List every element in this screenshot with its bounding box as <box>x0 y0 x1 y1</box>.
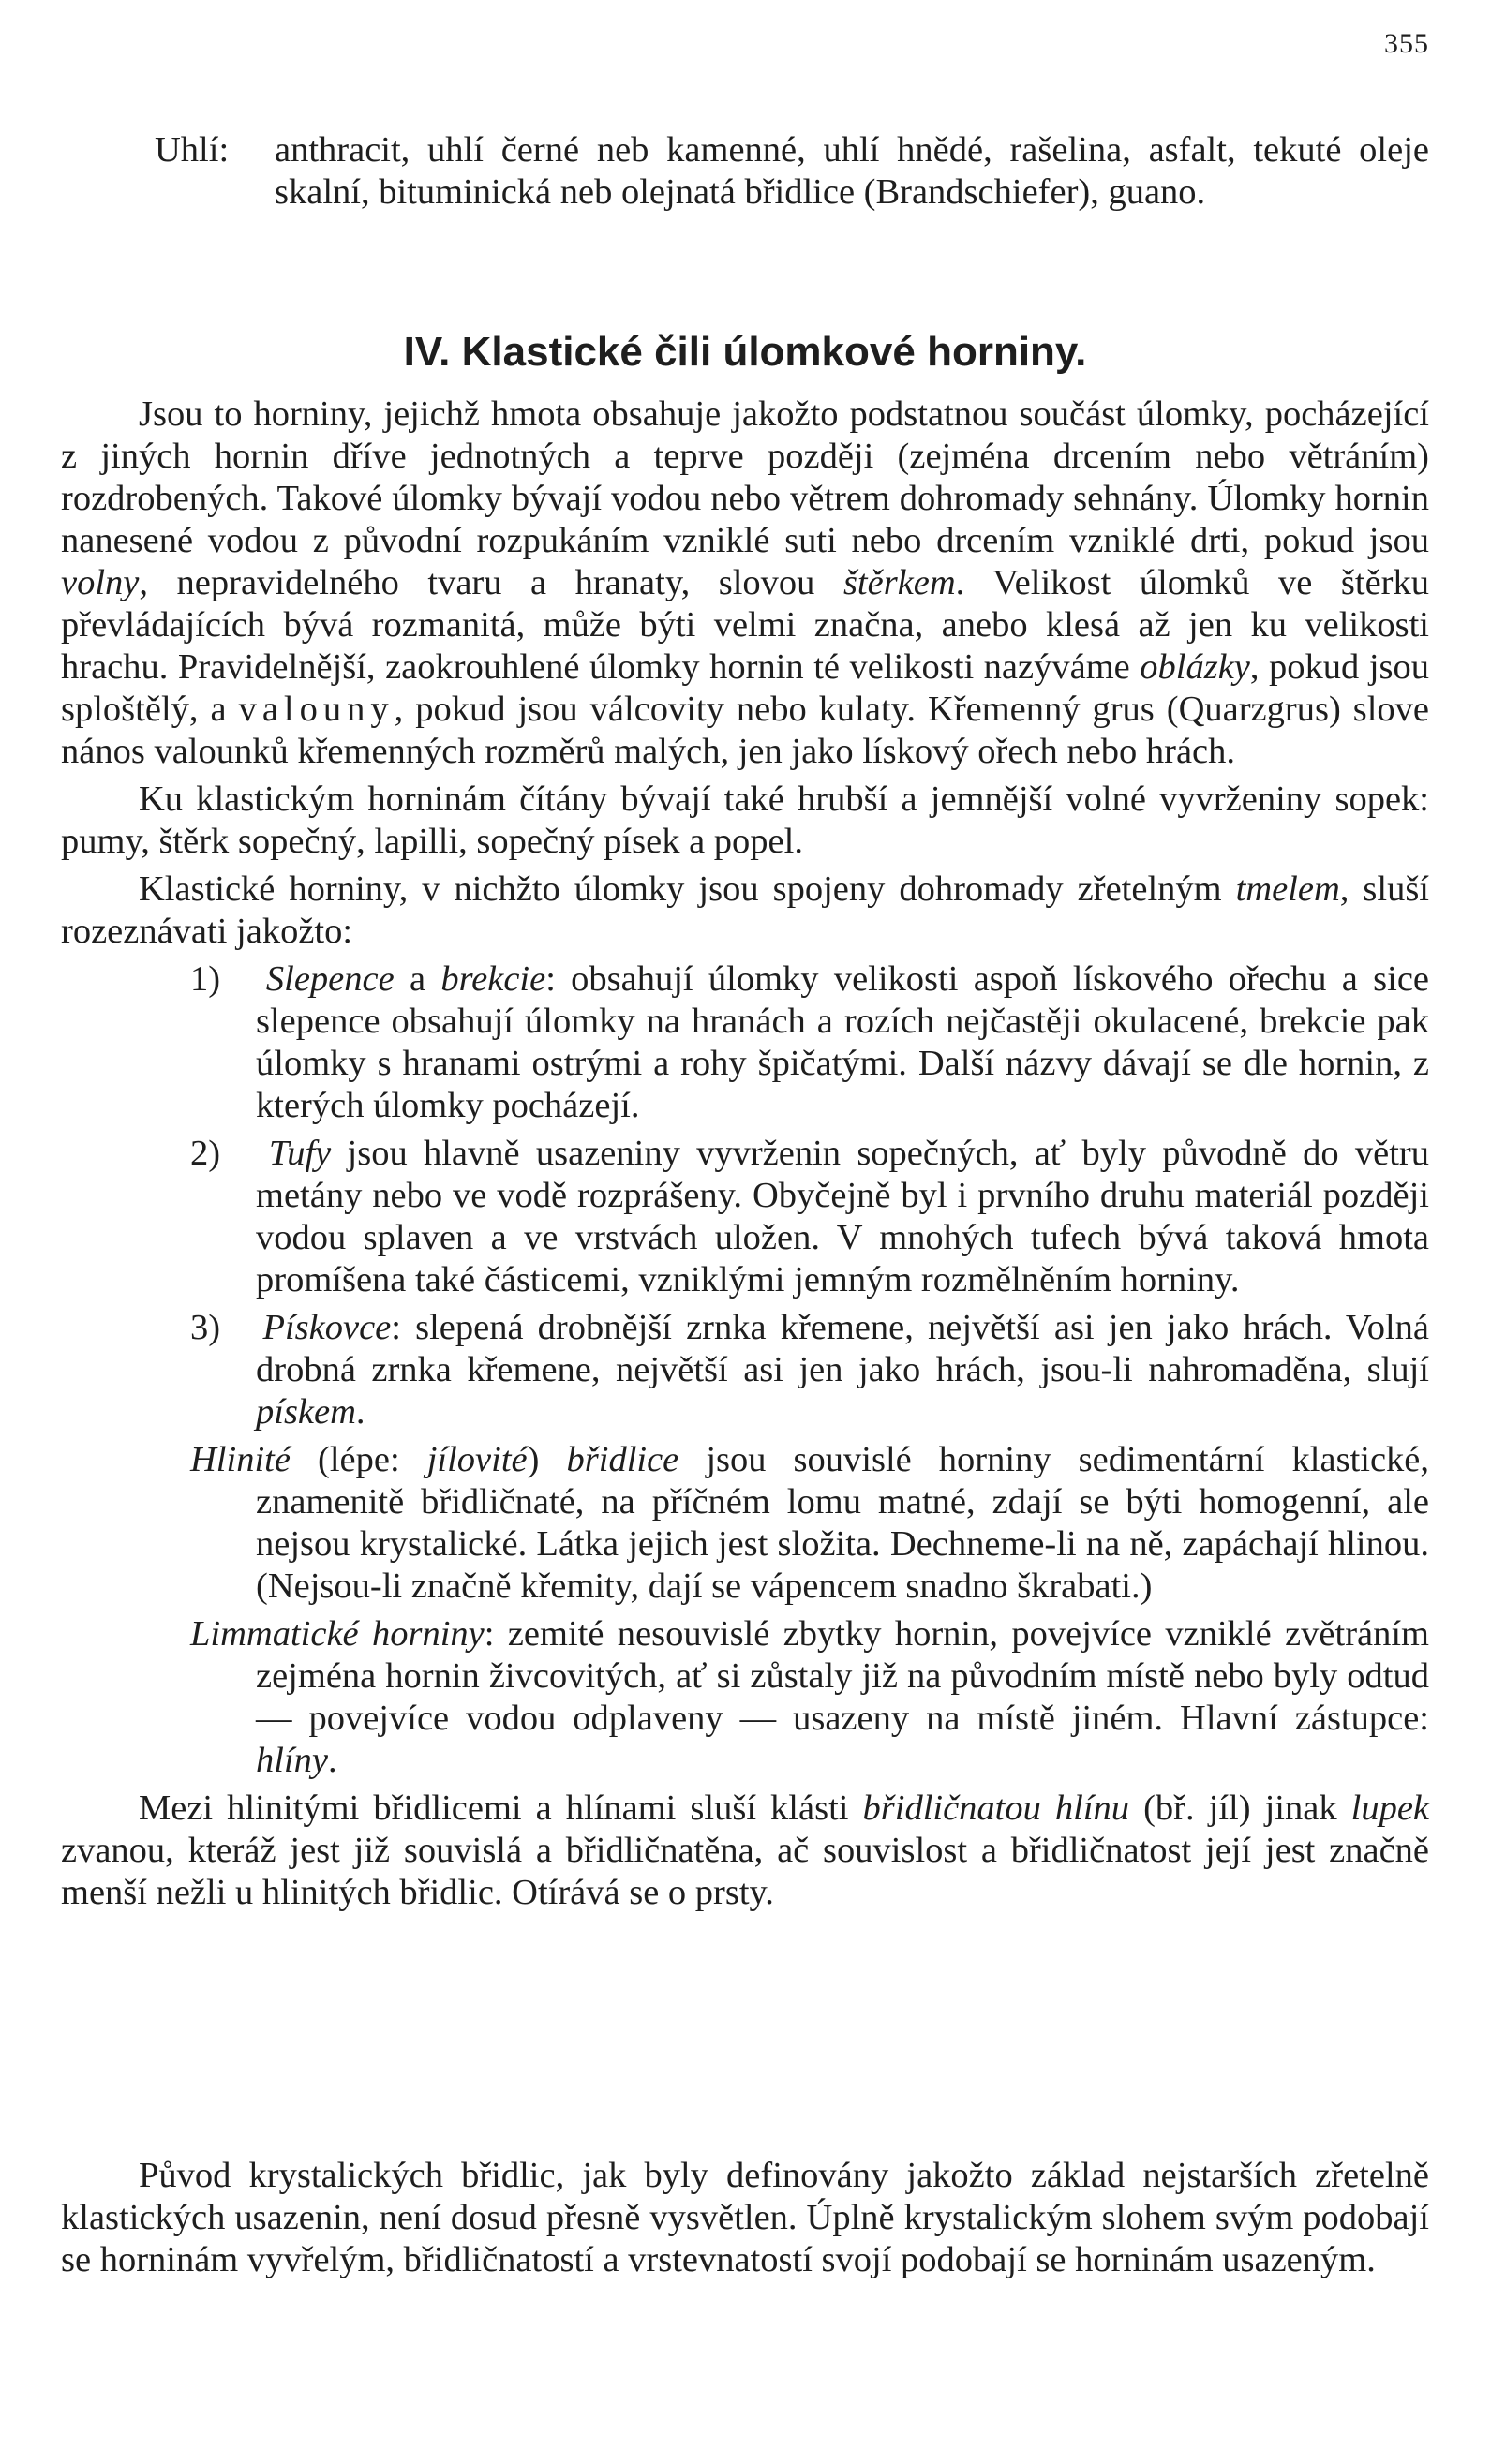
page-number: 355 <box>1384 28 1429 59</box>
paragraph-crystalline-origin <box>61 2155 1429 2287</box>
paragraph-definition: Jsou to horniny, jejichž hmota obsahuje jakožto podstatnou součást úlomky, pocházející z jiných hornin dříve jednotných a teprve později (zejména drcením nebo větráním) rozdrobených. Takové úlomky bývají vodou nebo větrem dohromady sehnány. Úlomky hornin nanesené vodou z původní rozpukáním vzniklé suti nebo drcením vzniklé drti, pokud jsou volny, nepravidelného tvaru a hranaty, slovou štěrkem. Velikost úlomků ve štěrku převládajících bývá rozmanitá, může býti velmi značna, anebo klesá až jen ku velikosti hrachu. Pravidelnější, zaokrouhlené úlomky hornin té velikosti nazýváme oblázky, pokud jsou sploštělý, a valouny, pokud jsou válcovity nebo kulaty. Křemenný grus (Quarzgrus) slove nános valounků křemenných rozměrů malých, jen jako lískový ořech nebo hrách. <box>61 394 1430 771</box>
term-valouny: valouny <box>238 690 395 729</box>
footer-text: Původ krystalických břidlic, jak byly definovány jakožto základ nejstarších zřetelně klastických usazenin, není dosud přesně vysvětlen. Úplně krystalickým slohem svým podobají se horninám vyvřelým, břidličnatostí a vrstevnatostí svojí podobají se horninám usazeným. <box>61 2156 1429 2279</box>
list-item-slepence: 1) Slepence a brekcie: obsahují úlomky velikosti aspoň lískového ořechu a sice slepence obsahují úlomky na hranách a rozích nejčastěji okulacené, brekcie pak úlomky s hranami ostrými a rohy špičatými. Další názvy dávají se dle hornin, z kterých úlomky pocházejí. <box>190 959 1430 1125</box>
term-lupek: lupek <box>1350 1789 1429 1828</box>
paragraph-cemented: Klastické horniny, v nichžto úlomky jsou spojeny dohromady zřetelným tmelem, sluší rozeznávati jakožto: <box>61 869 1429 951</box>
term-bridlicnata-hlina: břidličnatou hlínu <box>862 1789 1130 1828</box>
book-page <box>61 28 1429 2427</box>
list-item-piskovce: 3) Pískovce: slepená drobnější zrnka křemene, největší asi jen jako hrách. Volná drobná zrnka křemene, největší asi jen jako hrách, jsou-li nahromaděna, slují pískem. <box>190 1308 1430 1432</box>
section-heading: IV. Klastické čili úlomkové horniny. <box>403 329 1087 375</box>
rock-type-list <box>61 958 1429 1782</box>
term-volny: volny <box>61 563 140 602</box>
term-tmelem: tmelem <box>1235 869 1340 909</box>
uhli-text: anthracit, uhlí černé neb kamenné, uhlí hnědé, rašelina, asfalt, tekuté oleje skalní, bituminická neb olejnatá břidlice (Brandschiefer), guano. <box>275 130 1429 212</box>
list-item-tufy: 2) Tufy jsou hlavně usazeniny vyvrženin sopečných, ať byly původně do větru metány nebo ve vodě rozprášeny. Obyčejně byl i prvního druhu materiál později vodou splaven a ve vrstvách uložen. V mnohých tufech bývá taková hmota promíšena také částicemi, vzniklými jemným rozmělněním horniny. <box>190 1134 1430 1299</box>
term-sterkem: štěrkem <box>842 563 956 602</box>
list-item-limmaticke: Limmatické horniny: zemité nesouvislé zbytky hornin, povejvíce vzniklé zvětráním zejména hornin živcovitých, ať si zůstaly již na původním místě nebo byly odtud — povejvíce vodou odplaveny — usazeny na místě jiném. Hlavní zástupce: hlíny. <box>190 1614 1429 1780</box>
list-item-hlinite: Hlinité (lépe: jílovité) břidlice jsou souvislé horniny sedimentární klastické, znamenitě břidličnaté, na příčném lomu matné, zdají se býti homogenní, ale nejsou krystalické. Látka jejich jest složita. Dechneme-li na ně, zapáchají hlinou. (Nejsou-li značně křemity, dají se vápencem snadno škrabati.) <box>190 1440 1430 1606</box>
uhli-entry <box>155 129 1429 214</box>
uhli-label: Uhlí: <box>155 130 230 170</box>
term-oblazky: oblázky <box>1140 647 1250 687</box>
paragraph-volcanic: Ku klastickým horninám čítány bývají také hrubší a jemnější volné vyvrženiny sopek: pumy, štěrk sopečný, lapilli, sopečný písek a popel. <box>61 779 1429 861</box>
paragraph-lupek: Mezi hlinitými břidlicemi a hlínami sluší klásti břidličnatou hlínu (bř. jíl) jinak lupek zvanou, kteráž jest již souvislá a břidličnatěna, ač souvislost a břidličnatost její jest značně menší nežli u hlinitých břidlic. Otírává se o prsty. <box>61 1789 1429 1912</box>
main-text <box>61 393 1429 1920</box>
